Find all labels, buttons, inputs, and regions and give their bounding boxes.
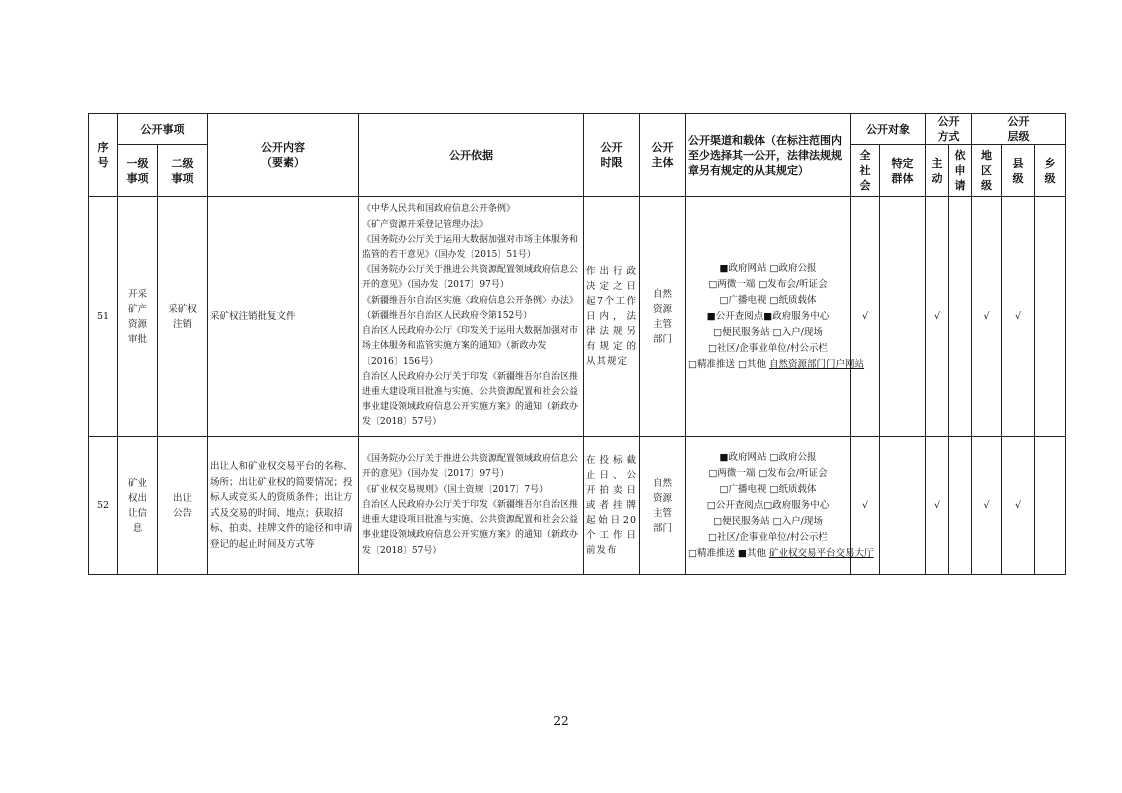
channel-other-text: 矿业权交易平台交易大厅: [769, 547, 874, 559]
header-content: 公开内容 （要素）: [208, 114, 359, 197]
basis-line: 《矿业权交易规则》（国土资规〔2017〕7号）: [362, 484, 549, 495]
row-level1: 开采矿产资源审批: [118, 197, 158, 437]
header-method-group: 公开方式: [926, 114, 972, 145]
header-seq: 序号: [89, 114, 118, 197]
row-content: 采矿权注销批复文件: [208, 197, 359, 437]
row-time-limit: 在投标截止日、公开拍卖日或者挂牌起始日20个工作日前发布: [584, 437, 640, 575]
channel-line: □社区/企事业单位/村公示栏: [708, 531, 828, 543]
channel-line: □社区/企事业单位/村公示栏: [708, 342, 828, 354]
header-method-request: 依申请: [949, 145, 972, 197]
basis-line: 《矿产资源开采登记管理办法》: [362, 219, 489, 230]
row-channels: [686, 437, 874, 575]
channel-line: ■政府网站 □政府公报: [719, 451, 817, 463]
row-seq: 51: [89, 197, 118, 437]
check-region: √: [972, 197, 1002, 437]
row-level1: 矿业权出让信息: [118, 437, 158, 575]
header-time-limit: 公开时限: [584, 114, 640, 197]
row-basis: [359, 197, 584, 437]
check-active: √: [926, 197, 949, 437]
check-request: [949, 197, 972, 437]
header-item-group: 公开事项: [118, 114, 208, 145]
header-level-region: 地区级: [972, 145, 1002, 197]
check-specific: [880, 197, 926, 437]
basis-line: 自治区人民政府办公厅关于印发《新疆维吾尔自治区推进重大建设项目批准与实施、公共资源配置和社会公益事业建设领域政府信息公开实施方案》的通知（新政办发〔2018〕57号）: [362, 371, 579, 428]
page-number: 22: [553, 714, 569, 728]
header-target-group: 公开对象: [851, 114, 926, 145]
check-town: [1035, 437, 1066, 575]
header-method-active: 主动: [926, 145, 949, 197]
basis-line: 《国务院办公厅关于推进公共资源配置领域政府信息公开的意见》（国办发〔2017〕97号）: [362, 454, 579, 480]
channel-line: □两微一端 □发布会/听证会: [708, 467, 828, 479]
check-all: √: [851, 437, 880, 575]
header-level-county: 县级: [1002, 145, 1035, 197]
header-row-1: [89, 114, 1066, 145]
header-basis: 公开依据: [359, 114, 584, 197]
disclosure-table: [88, 113, 1066, 575]
row-subject: 自然资源主管部门: [640, 197, 686, 437]
channel-line: □便民服务站 □入户/现场: [713, 326, 823, 338]
channel-line: □便民服务站 □入户/现场: [713, 515, 823, 527]
channel-line: □广播电视 □纸质载体: [719, 294, 817, 306]
row-content: 出让人和矿业权交易平台的名称、场所；出让矿业权的简要情况；投标人或竞买人的资质条件；出让方式及交易的时间、地点；获取招标、拍卖、挂牌文件的途径和申请登记的起止时间及方式等: [208, 437, 359, 575]
row-channels: [686, 197, 865, 437]
header-level-group: 公开层级: [972, 114, 1066, 145]
row-level2: 出让公告: [158, 437, 208, 575]
basis-line: 《新疆维吾尔自治区实施〈政府信息公开条例〉办法》（新疆维吾尔自治区人民政府令第152号）: [362, 295, 579, 321]
header-level2: 二级事项: [158, 145, 208, 197]
row-time-limit: 作出行政决定之日起7个工作日内，法律法规另有规定的从其规定: [584, 197, 640, 437]
channel-line: □两微一端 □发布会/听证会: [708, 278, 828, 290]
header-channel: 公开渠道和载体（在标注范围内至少选择其一公开，法律法规规章另有规定的从其规定）: [686, 114, 851, 197]
check-region: √: [972, 437, 1002, 575]
table-row: [89, 437, 1066, 575]
channel-line: □精准推送 ■其他 矿业权交易平台交易大厅: [688, 547, 874, 559]
header-target-all: 全社会: [851, 145, 880, 197]
basis-line: 《中华人民共和国政府信息公开条例》: [362, 204, 516, 215]
basis-line: 《国务院办公厅关于运用大数据加强对市场主体服务和监管的若干意见》（国办发〔2015〕51号）: [362, 234, 579, 261]
header-subject: 公开主体: [640, 114, 686, 197]
channel-line: ■政府网站 □政府公报: [719, 262, 817, 274]
basis-line: 自治区人民政府办公厅《印发关于运用大数据加强对市场主体服务和监管实施方案的通知》（新政办发〔2016〕156号）: [362, 326, 579, 367]
channel-line: □精准推送 □其他 自然资源部门门户网站: [688, 358, 865, 370]
table-row: [89, 197, 1066, 437]
header-level1: 一级事项: [118, 145, 158, 197]
row-seq: 52: [89, 437, 118, 575]
check-specific: [880, 437, 926, 575]
check-town: [1035, 197, 1066, 437]
check-all: √: [851, 197, 880, 437]
channel-line: ■公开查阅点■政府服务中心: [706, 310, 830, 322]
header-level-town: 乡级: [1035, 145, 1066, 197]
channel-line: □广播电视 □纸质载体: [719, 483, 817, 495]
check-county: √: [1002, 437, 1035, 575]
basis-line: 《国务院办公厅关于推进公共资源配置领域政府信息公开的意见》（国办发〔2017〕97号）: [362, 265, 579, 291]
row-basis: [359, 437, 584, 575]
header-target-specific: 特定群体: [880, 145, 926, 197]
channel-line: □公开查阅点□政府服务中心: [706, 499, 830, 511]
row-level2: 采矿权注销: [158, 197, 208, 437]
channel-other-text: 自然资源部门门户网站: [769, 358, 865, 370]
basis-line: 自治区人民政府办公厅关于印发《新疆维吾尔自治区推进重大建设项目批准与实施、公共资源配置和社会公益事业建设领域政府信息公开实施方案》的通知（新政办发〔2018〕57号）: [362, 499, 579, 556]
row-subject: 自然资源主管部门: [640, 437, 686, 575]
check-county: √: [1002, 197, 1035, 437]
check-active: √: [926, 437, 949, 575]
check-request: [949, 437, 972, 575]
